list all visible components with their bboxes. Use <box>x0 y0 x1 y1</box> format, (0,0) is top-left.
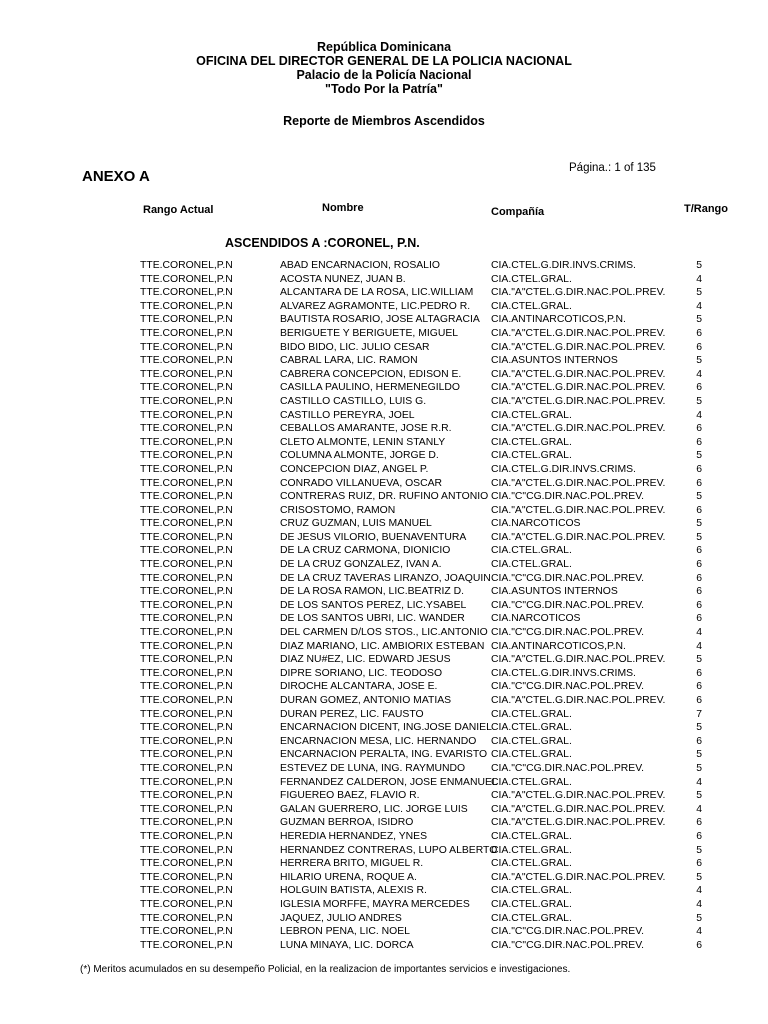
compania-cell: CIA."C"CG.DIR.NAC.POL.PREV. <box>491 939 645 951</box>
compania-cell: CIA.CTEL.GRAL. <box>491 409 572 421</box>
table-row <box>0 531 768 545</box>
table-row <box>0 735 768 749</box>
table-row <box>0 857 768 871</box>
trango-cell: 4 <box>696 273 702 285</box>
table-row <box>0 789 768 803</box>
nombre-cell: ENCARNACION MESA, LIC. HERNANDO <box>280 735 477 747</box>
table-row <box>0 667 768 681</box>
compania-cell: CIA."A"CTEL.G.DIR.NAC.POL.PREV. <box>491 695 666 706</box>
trango-cell: 6 <box>696 695 702 706</box>
trango-cell: 6 <box>696 477 702 489</box>
document-header <box>0 40 768 96</box>
nombre-cell: DE LOS SANTOS PEREZ, LIC.YSABEL <box>280 599 467 611</box>
rango-cell: TTE.CORONEL,P.N <box>140 871 233 883</box>
table-row <box>0 776 768 790</box>
anexo-label: ANEXO A <box>82 168 150 185</box>
table-row <box>0 286 768 300</box>
table-row <box>0 599 768 613</box>
table-row <box>0 844 768 858</box>
compania-cell: CIA.CTEL.GRAL. <box>491 559 572 571</box>
compania-cell: CIA.CTEL.GRAL. <box>491 273 572 285</box>
rango-cell: TTE.CORONEL,P.N <box>140 681 233 693</box>
compania-cell: CIA."A"CTEL.G.DIR.NAC.POL.PREV. <box>491 327 666 339</box>
rango-cell: TTE.CORONEL,P.N <box>140 803 233 815</box>
nombre-cell: IGLESIA MORFFE, MAYRA MERCEDES <box>280 898 470 910</box>
compania-cell: CIA.CTEL.GRAL. <box>491 912 572 924</box>
nombre-cell: ENCARNACION PERALTA, ING. EVARISTO <box>280 749 488 761</box>
compania-cell: CIA."A"CTEL.G.DIR.NAC.POL.PREV. <box>491 477 666 489</box>
compania-cell: CIA.CTEL.GRAL. <box>491 830 572 842</box>
compania-cell: CIA.ASUNTOS INTERNOS <box>491 586 618 598</box>
table-row <box>0 680 768 694</box>
rango-cell: TTE.CORONEL,P.N <box>140 395 233 407</box>
table-row <box>0 463 768 477</box>
table-row <box>0 368 768 382</box>
nombre-cell: CEBALLOS AMARANTE, JOSE R.R. <box>280 423 452 435</box>
rango-cell: TTE.CORONEL,P.N <box>140 912 233 924</box>
compania-cell: CIA.ANTINARCOTICOS,P.N. <box>491 640 626 652</box>
table-row <box>0 898 768 912</box>
nombre-cell: CASTILLO CASTILLO, LUIS G. <box>280 395 427 407</box>
table-row <box>0 708 768 722</box>
trango-cell: 5 <box>696 314 702 326</box>
page-number: Página.: 1 of 135 <box>569 162 656 174</box>
compania-cell: CIA."A"CTEL.G.DIR.NAC.POL.PREV. <box>491 803 666 815</box>
nombre-cell: DE LA CRUZ CARMONA, DIONICIO <box>280 545 451 557</box>
compania-cell: CIA."C"CG.DIR.NAC.POL.PREV. <box>491 926 645 938</box>
members-table <box>0 259 768 952</box>
rango-cell: TTE.CORONEL,P.N <box>140 817 233 829</box>
trango-cell: 4 <box>696 368 702 380</box>
table-row <box>0 300 768 314</box>
rango-cell: TTE.CORONEL,P.N <box>140 423 233 435</box>
nombre-cell: ENCARNACION DICENT, ING.JOSE DANIEL <box>280 722 492 734</box>
nombre-cell: DE LOS SANTOS UBRI, LIC. WANDER <box>280 613 465 625</box>
rango-cell: TTE.CORONEL,P.N <box>140 599 233 611</box>
compania-cell: CIA."A"CTEL.G.DIR.NAC.POL.PREV. <box>491 654 666 666</box>
trango-cell: 5 <box>696 749 702 761</box>
table-row <box>0 939 768 953</box>
trango-cell: 6 <box>696 463 702 475</box>
rango-cell: TTE.CORONEL,P.N <box>140 300 233 312</box>
compania-cell: CIA.CTEL.GRAL. <box>491 885 572 897</box>
table-row <box>0 313 768 327</box>
trango-cell: 5 <box>696 654 702 666</box>
palace-line: Palacio de la Policía Nacional <box>296 68 472 82</box>
nombre-cell: DIROCHE ALCANTARA, JOSE E. <box>280 681 438 693</box>
trango-cell: 7 <box>696 708 702 720</box>
compania-cell: CIA.CTEL.GRAL. <box>491 749 572 761</box>
table-row <box>0 721 768 735</box>
table-row <box>0 762 768 776</box>
trango-cell: 5 <box>696 790 702 802</box>
nombre-cell: FERNANDEZ CALDERON, JOSE ENMANUEL <box>280 776 498 788</box>
rango-cell: TTE.CORONEL,P.N <box>140 722 233 734</box>
rango-cell: TTE.CORONEL,P.N <box>140 627 233 639</box>
rango-cell: TTE.CORONEL,P.N <box>140 491 233 503</box>
trango-cell: 5 <box>696 355 702 367</box>
nombre-cell: CABRERA CONCEPCION, EDISON E. <box>280 368 462 380</box>
rango-cell: TTE.CORONEL,P.N <box>140 382 233 394</box>
nombre-cell: GUZMAN BERROA, ISIDRO <box>280 817 414 829</box>
compania-cell: CIA.CTEL.G.DIR.INVS.CRIMS. <box>491 667 636 679</box>
rango-cell: TTE.CORONEL,P.N <box>140 314 233 326</box>
trango-cell: 4 <box>696 885 702 897</box>
trango-cell: 5 <box>696 722 702 734</box>
trango-cell: 6 <box>696 572 702 584</box>
compania-cell: CIA."C"CG.DIR.NAC.POL.PREV. <box>491 762 645 774</box>
motto-line: "Todo Por la Patría" <box>325 82 443 96</box>
compania-cell: CIA."C"CG.DIR.NAC.POL.PREV. <box>491 627 645 639</box>
rango-cell: TTE.CORONEL,P.N <box>140 518 233 530</box>
compania-cell: CIA.NARCOTICOS <box>491 613 581 625</box>
rango-cell: TTE.CORONEL,P.N <box>140 830 233 842</box>
nombre-cell: HILARIO URENA, ROQUE A. <box>280 871 417 883</box>
trango-cell: 6 <box>696 327 702 339</box>
nombre-cell: CASTILLO PEREYRA, JOEL <box>280 409 415 421</box>
rango-cell: TTE.CORONEL,P.N <box>140 463 233 475</box>
compania-cell: CIA.ANTINARCOTICOS,P.N. <box>491 314 626 326</box>
compania-cell: CIA.CTEL.GRAL. <box>491 450 572 462</box>
table-row <box>0 273 768 287</box>
compania-cell: CIA.CTEL.GRAL. <box>491 858 572 870</box>
column-header-compania: Compañía <box>491 206 545 218</box>
rango-cell: TTE.CORONEL,P.N <box>140 926 233 938</box>
rango-cell: TTE.CORONEL,P.N <box>140 844 233 856</box>
compania-cell: CIA."A"CTEL.G.DIR.NAC.POL.PREV. <box>491 423 666 435</box>
nombre-cell: ABAD ENCARNACION, ROSALIO <box>280 260 440 271</box>
rango-cell: TTE.CORONEL,P.N <box>140 450 233 462</box>
rango-cell: TTE.CORONEL,P.N <box>140 654 233 666</box>
rango-cell: TTE.CORONEL,P.N <box>140 695 233 706</box>
compania-cell: CIA.CTEL.GRAL. <box>491 735 572 747</box>
rango-cell: TTE.CORONEL,P.N <box>140 341 233 353</box>
trango-cell: 6 <box>696 667 702 679</box>
rango-cell: TTE.CORONEL,P.N <box>140 762 233 774</box>
table-row <box>0 490 768 504</box>
compania-cell: CIA.CTEL.GRAL. <box>491 436 572 448</box>
rango-cell: TTE.CORONEL,P.N <box>140 572 233 584</box>
table-row <box>0 816 768 830</box>
trango-cell: 6 <box>696 858 702 870</box>
table-row <box>0 626 768 640</box>
trango-cell: 5 <box>696 844 702 856</box>
trango-cell: 5 <box>696 450 702 462</box>
trango-cell: 6 <box>696 559 702 571</box>
trango-cell: 4 <box>696 803 702 815</box>
compania-cell: CIA."A"CTEL.G.DIR.NAC.POL.PREV. <box>491 817 666 829</box>
nombre-cell: FIGUEREO BAEZ, FLAVIO R. <box>280 790 420 802</box>
rango-cell: TTE.CORONEL,P.N <box>140 708 233 720</box>
table-row <box>0 803 768 817</box>
compania-cell: CIA.ASUNTOS INTERNOS <box>491 355 618 367</box>
nombre-cell: CONCEPCION DIAZ, ANGEL P. <box>280 463 429 475</box>
compania-cell: CIA."A"CTEL.G.DIR.NAC.POL.PREV. <box>491 531 666 543</box>
nombre-cell: HOLGUIN BATISTA, ALEXIS R. <box>280 885 427 897</box>
table-row <box>0 640 768 654</box>
trango-cell: 4 <box>696 776 702 788</box>
compania-cell: CIA."C"CG.DIR.NAC.POL.PREV. <box>491 599 645 611</box>
trango-cell: 6 <box>696 830 702 842</box>
rango-cell: TTE.CORONEL,P.N <box>140 939 233 951</box>
nombre-cell: CLETO ALMONTE, LENIN STANLY <box>280 436 446 448</box>
table-row <box>0 912 768 926</box>
table-row <box>0 925 768 939</box>
table-row <box>0 653 768 667</box>
compania-cell: CIA.CTEL.GRAL. <box>491 708 572 720</box>
rango-cell: TTE.CORONEL,P.N <box>140 885 233 897</box>
nombre-cell: CONRADO VILLANUEVA, OSCAR <box>280 477 443 489</box>
compania-cell: CIA."A"CTEL.G.DIR.NAC.POL.PREV. <box>491 287 666 299</box>
nombre-cell: HEREDIA HERNANDEZ, YNES <box>280 830 428 842</box>
trango-cell: 5 <box>696 531 702 543</box>
trango-cell: 5 <box>696 260 702 271</box>
rango-cell: TTE.CORONEL,P.N <box>140 545 233 557</box>
compania-cell: CIA.CTEL.GRAL. <box>491 898 572 910</box>
compania-cell: CIA.CTEL.GRAL. <box>491 844 572 856</box>
table-row <box>0 341 768 355</box>
trango-cell: 6 <box>696 681 702 693</box>
column-header-trango: T/Rango <box>684 203 728 215</box>
table-row <box>0 504 768 518</box>
rango-cell: TTE.CORONEL,P.N <box>140 287 233 299</box>
nombre-cell: JAQUEZ, JULIO ANDRES <box>280 912 402 924</box>
compania-cell: CIA."C"CG.DIR.NAC.POL.PREV. <box>491 572 645 584</box>
rango-cell: TTE.CORONEL,P.N <box>140 790 233 802</box>
table-row <box>0 449 768 463</box>
rango-cell: TTE.CORONEL,P.N <box>140 504 233 516</box>
nombre-cell: BERIGUETE Y BERIGUETE, MIGUEL <box>280 327 459 339</box>
nombre-cell: CRUZ GUZMAN, LUIS MANUEL <box>280 518 432 530</box>
trango-cell: 6 <box>696 341 702 353</box>
rango-cell: TTE.CORONEL,P.N <box>140 368 233 380</box>
nombre-cell: DIAZ NU#EZ, LIC. EDWARD JESUS <box>280 654 451 666</box>
trango-cell: 6 <box>696 817 702 829</box>
table-row <box>0 871 768 885</box>
compania-cell: CIA.CTEL.G.DIR.INVS.CRIMS. <box>491 463 636 475</box>
trango-cell: 5 <box>696 518 702 530</box>
trango-cell: 6 <box>696 382 702 394</box>
nombre-cell: ACOSTA NUNEZ, JUAN B. <box>280 273 406 285</box>
rango-cell: TTE.CORONEL,P.N <box>140 858 233 870</box>
nombre-cell: DE LA ROSA RAMON, LIC.BEATRIZ D. <box>280 586 464 598</box>
nombre-cell: BIDO BIDO, LIC. JULIO CESAR <box>280 341 430 353</box>
nombre-cell: CASILLA PAULINO, HERMENEGILDO <box>280 382 460 394</box>
country-line: República Dominicana <box>316 40 452 54</box>
rango-cell: TTE.CORONEL,P.N <box>140 667 233 679</box>
table-row <box>0 748 768 762</box>
trango-cell: 4 <box>696 300 702 312</box>
table-row <box>0 409 768 423</box>
table-row <box>0 830 768 844</box>
nombre-cell: DIAZ MARIANO, LIC. AMBIORIX ESTEBAN <box>280 640 485 652</box>
compania-cell: CIA."A"CTEL.G.DIR.NAC.POL.PREV. <box>491 382 666 394</box>
nombre-cell: DEL CARMEN D/LOS STOS., LIC.ANTONIO <box>280 627 488 639</box>
compania-cell: CIA."A"CTEL.G.DIR.NAC.POL.PREV. <box>491 790 666 802</box>
trango-cell: 6 <box>696 735 702 747</box>
table-row <box>0 354 768 368</box>
compania-cell: CIA."C"CG.DIR.NAC.POL.PREV. <box>491 681 645 693</box>
compania-cell: CIA."A"CTEL.G.DIR.NAC.POL.PREV. <box>491 368 666 380</box>
nombre-cell: HERRERA BRITO, MIGUEL R. <box>280 858 424 870</box>
table-row <box>0 612 768 626</box>
compania-cell: CIA."A"CTEL.G.DIR.NAC.POL.PREV. <box>491 341 666 353</box>
rango-cell: TTE.CORONEL,P.N <box>140 409 233 421</box>
nombre-cell: DURAN GOMEZ, ANTONIO MATIAS <box>280 695 452 706</box>
compania-cell: CIA.CTEL.GRAL. <box>491 545 572 557</box>
nombre-cell: GALAN GUERRERO, LIC. JORGE LUIS <box>280 803 468 815</box>
report-title: Reporte de Miembros Ascendidos <box>283 114 485 128</box>
trango-cell: 4 <box>696 898 702 910</box>
nombre-cell: DE LA CRUZ GONZALEZ, IVAN A. <box>280 559 442 571</box>
compania-cell: CIA."C"CG.DIR.NAC.POL.PREV. <box>491 491 645 503</box>
office-line: OFICINA DEL DIRECTOR GENERAL DE LA POLICIA NACIONAL <box>196 54 572 68</box>
nombre-cell: CABRAL LARA, LIC. RAMON <box>280 355 418 367</box>
nombre-cell: BAUTISTA ROSARIO, JOSE ALTAGRACIA <box>280 314 480 326</box>
rango-cell: TTE.CORONEL,P.N <box>140 559 233 571</box>
trango-cell: 5 <box>696 912 702 924</box>
rango-cell: TTE.CORONEL,P.N <box>140 260 233 271</box>
nombre-cell: LEBRON PENA, LIC. NOEL <box>280 926 410 938</box>
trango-cell: 6 <box>696 939 702 951</box>
trango-cell: 6 <box>696 613 702 625</box>
table-row <box>0 572 768 586</box>
table-row <box>0 585 768 599</box>
rango-cell: TTE.CORONEL,P.N <box>140 640 233 652</box>
table-row <box>0 477 768 491</box>
nombre-cell: ALVAREZ AGRAMONTE, LIC.PEDRO R. <box>280 300 471 312</box>
rango-cell: TTE.CORONEL,P.N <box>140 749 233 761</box>
rango-cell: TTE.CORONEL,P.N <box>140 531 233 543</box>
rango-cell: TTE.CORONEL,P.N <box>140 898 233 910</box>
rango-cell: TTE.CORONEL,P.N <box>140 735 233 747</box>
column-header-rango: Rango Actual <box>143 204 214 216</box>
table-row <box>0 259 768 273</box>
rango-cell: TTE.CORONEL,P.N <box>140 477 233 489</box>
rango-cell: TTE.CORONEL,P.N <box>140 355 233 367</box>
nombre-cell: DURAN PEREZ, LIC. FAUSTO <box>280 708 424 720</box>
table-row <box>0 422 768 436</box>
trango-cell: 5 <box>696 871 702 883</box>
rango-cell: TTE.CORONEL,P.N <box>140 273 233 285</box>
trango-cell: 4 <box>696 409 702 421</box>
trango-cell: 6 <box>696 423 702 435</box>
trango-cell: 5 <box>696 395 702 407</box>
nombre-cell: COLUMNA ALMONTE, JORGE D. <box>280 450 439 462</box>
trango-cell: 6 <box>696 504 702 516</box>
nombre-cell: ESTEVEZ DE LUNA, ING. RAYMUNDO <box>280 762 466 774</box>
compania-cell: CIA.CTEL.GRAL. <box>491 300 572 312</box>
table-row <box>0 517 768 531</box>
table-row <box>0 395 768 409</box>
compania-cell: CIA."A"CTEL.G.DIR.NAC.POL.PREV. <box>491 504 666 516</box>
rango-cell: TTE.CORONEL,P.N <box>140 613 233 625</box>
trango-cell: 4 <box>696 926 702 938</box>
rango-cell: TTE.CORONEL,P.N <box>140 586 233 598</box>
nombre-cell: ALCANTARA DE LA ROSA, LIC.WILLIAM <box>280 287 474 299</box>
rango-cell: TTE.CORONEL,P.N <box>140 776 233 788</box>
trango-cell: 4 <box>696 627 702 639</box>
trango-cell: 6 <box>696 436 702 448</box>
trango-cell: 6 <box>696 586 702 598</box>
footnote: (*) Meritos acumulados en su desempeño Policial, en la realizacion de importantes servicios e investigaciones. <box>80 964 571 975</box>
table-row <box>0 381 768 395</box>
rango-cell: TTE.CORONEL,P.N <box>140 436 233 448</box>
trango-cell: 6 <box>696 599 702 611</box>
nombre-cell: LUNA MINAYA, LIC. DORCA <box>280 939 414 951</box>
nombre-cell: HERNANDEZ CONTRERAS, LUPO ALBERTO <box>280 844 498 856</box>
nombre-cell: DE JESUS VILORIO, BUENAVENTURA <box>280 531 467 543</box>
nombre-cell: DE LA CRUZ TAVERAS LIRANZO, JOAQUIN <box>280 572 491 584</box>
compania-cell: CIA.CTEL.GRAL. <box>491 776 572 788</box>
table-row <box>0 884 768 898</box>
compania-cell: CIA.NARCOTICOS <box>491 518 581 530</box>
table-row <box>0 327 768 341</box>
trango-cell: 5 <box>696 287 702 299</box>
table-row <box>0 544 768 558</box>
column-header-nombre: Nombre <box>322 202 364 214</box>
compania-cell: CIA."A"CTEL.G.DIR.NAC.POL.PREV. <box>491 395 666 407</box>
table-row <box>0 436 768 450</box>
trango-cell: 4 <box>696 640 702 652</box>
table-row <box>0 694 768 708</box>
trango-cell: 6 <box>696 545 702 557</box>
trango-cell: 5 <box>696 491 702 503</box>
nombre-cell: CRISOSTOMO, RAMON <box>280 504 396 516</box>
trango-cell: 5 <box>696 762 702 774</box>
section-title: ASCENDIDOS A :CORONEL, P.N. <box>225 236 420 250</box>
nombre-cell: CONTRERAS RUIZ, DR. RUFINO ANTONIO <box>280 491 489 503</box>
compania-cell: CIA.CTEL.G.DIR.INVS.CRIMS. <box>491 260 636 271</box>
compania-cell: CIA.CTEL.GRAL. <box>491 722 572 734</box>
table-row <box>0 558 768 572</box>
nombre-cell: DIPRE SORIANO, LIC. TEODOSO <box>280 667 443 679</box>
rango-cell: TTE.CORONEL,P.N <box>140 327 233 339</box>
compania-cell: CIA."A"CTEL.G.DIR.NAC.POL.PREV. <box>491 871 666 883</box>
